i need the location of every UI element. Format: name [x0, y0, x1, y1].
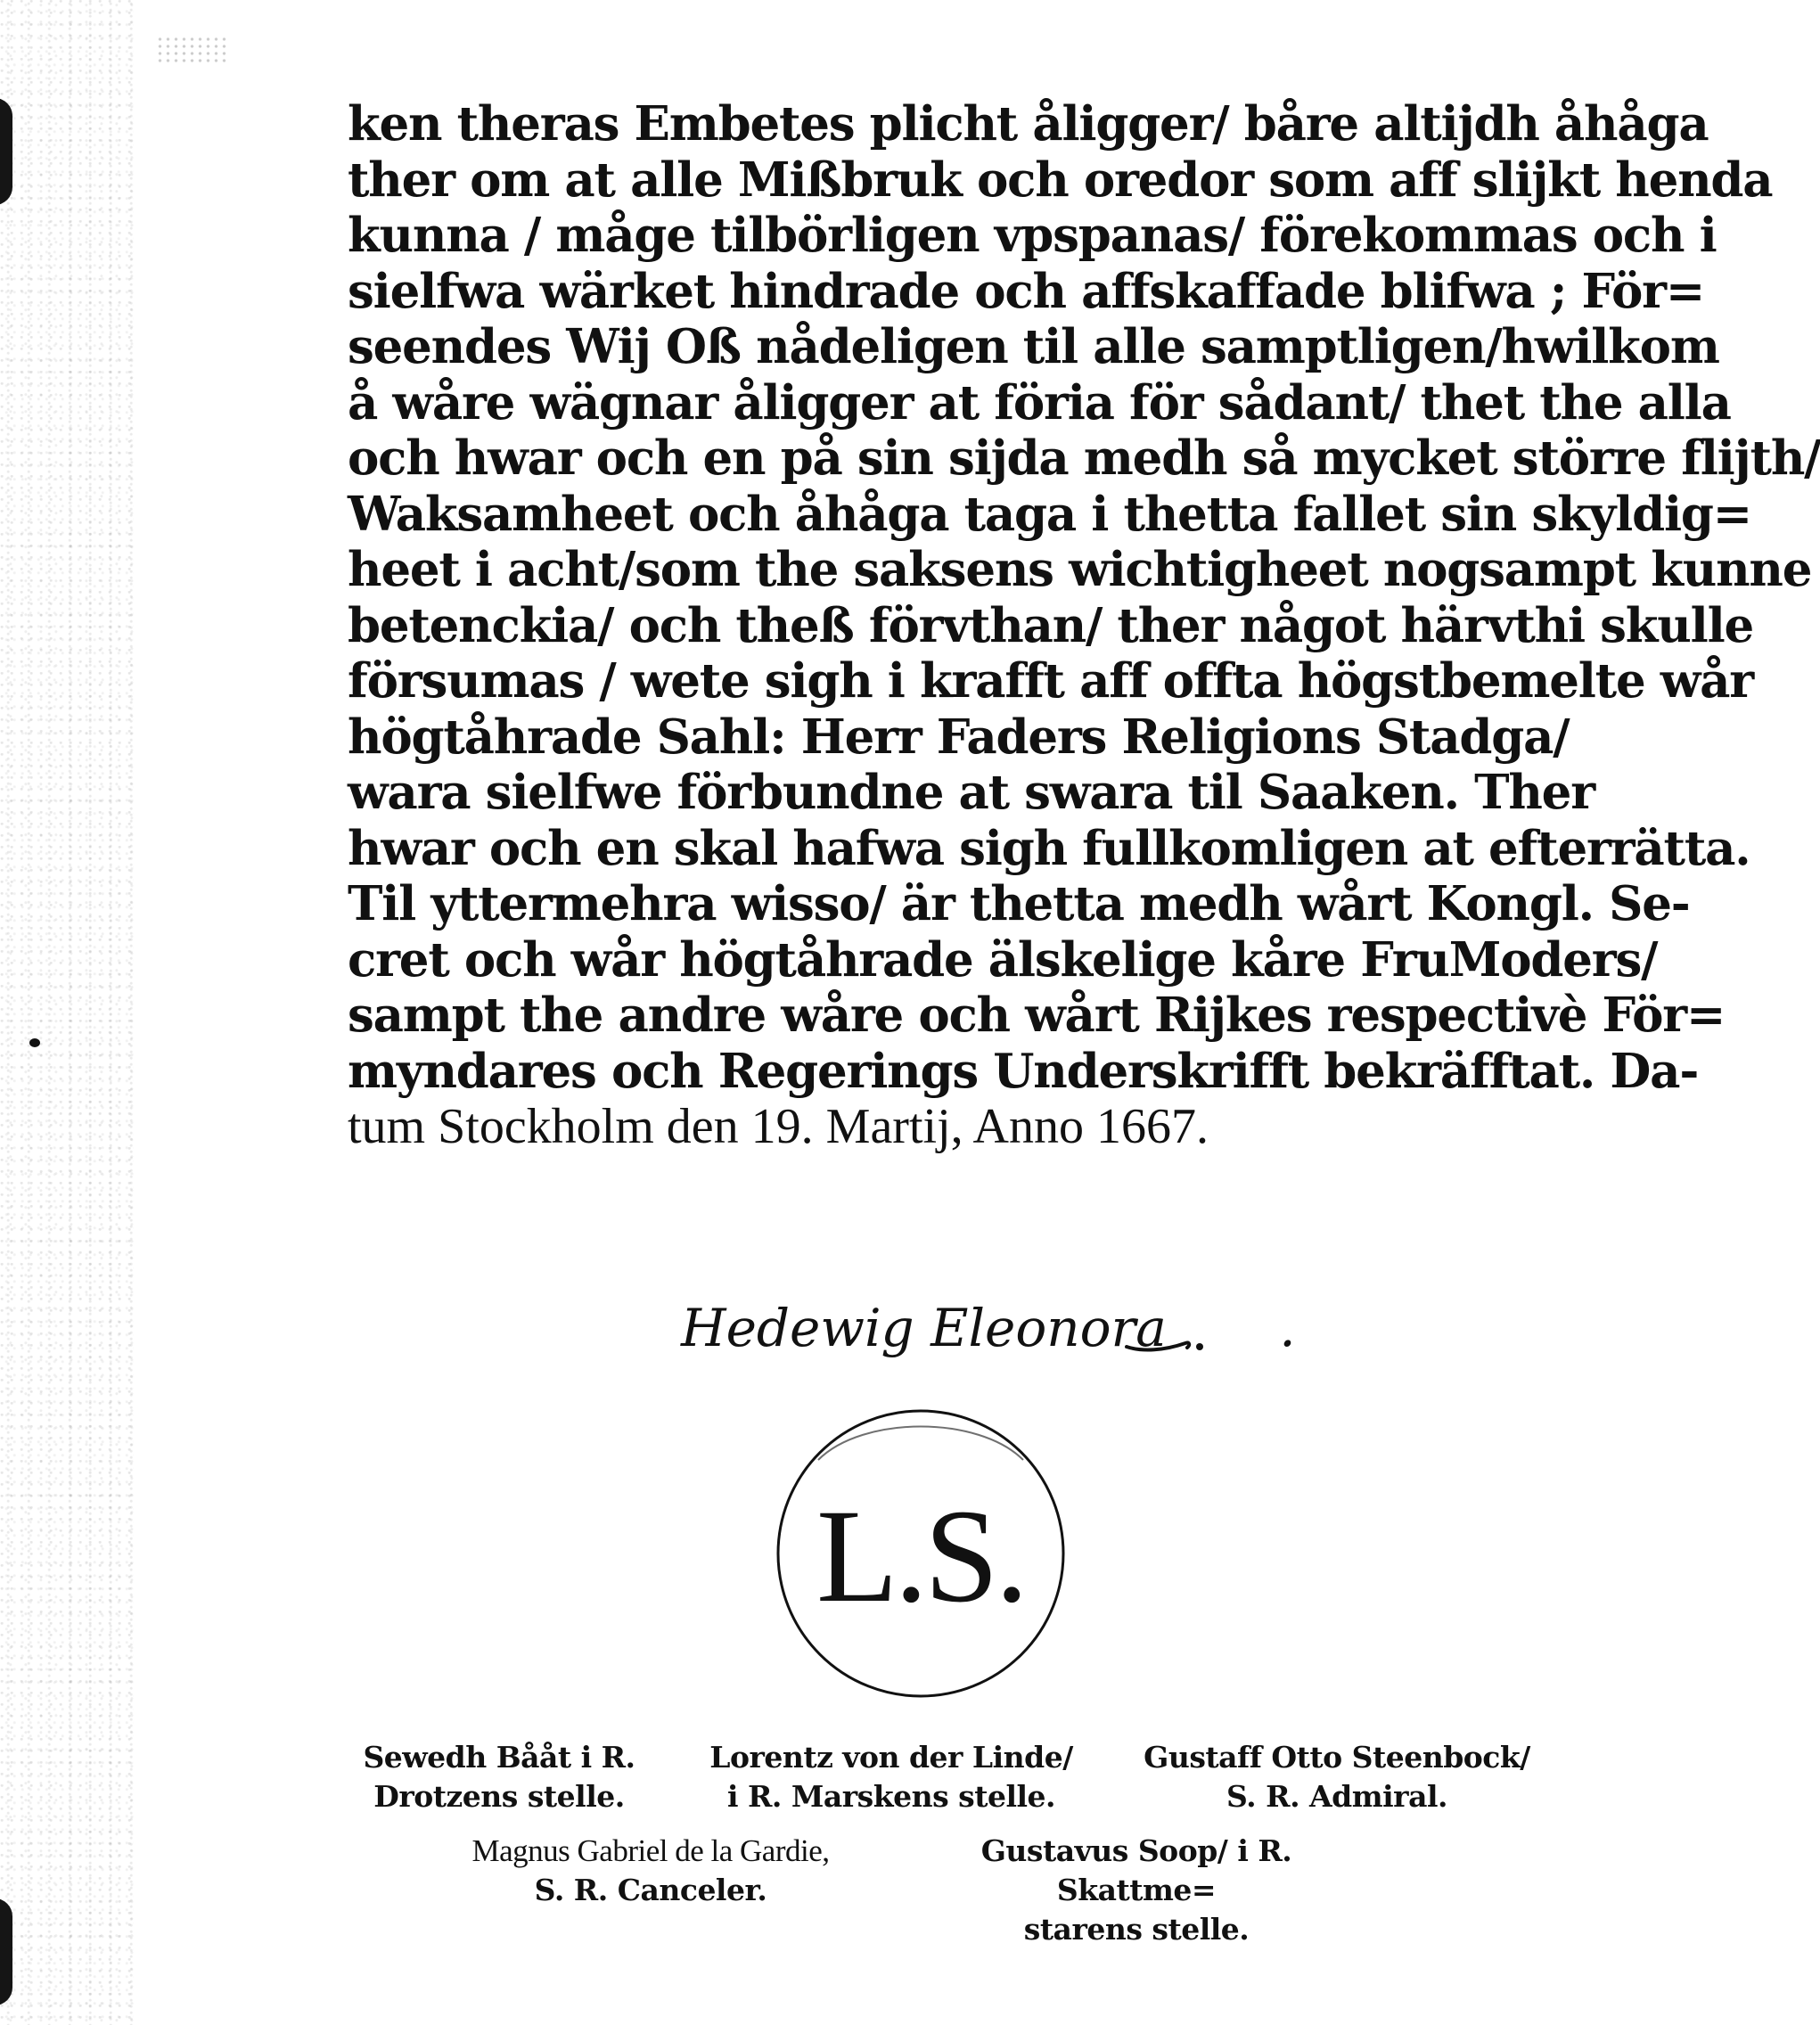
scan-edge-mark-top — [0, 98, 12, 205]
text-line: myndares och Regerings Underskrifft bekräfftat. Da- — [348, 1043, 1699, 1099]
signatory-1 — [321, 1738, 677, 1816]
text-line: å wåre wägnar åligger at föria för sådant/ thet the alla — [348, 374, 1731, 430]
signatory-name: Lorentz von der Linde/ — [709, 1740, 1073, 1775]
signatory-role: i R. Marskens stelle. — [726, 1779, 1056, 1814]
text-line: Waksamheet och åhåga taga i thetta fallet sin skyldig= — [348, 486, 1751, 542]
signature-suffix: . — [1279, 1298, 1296, 1358]
seal-label: L.S. — [816, 1482, 1026, 1630]
signatory-2 — [686, 1738, 1096, 1816]
signatory-name: Magnus Gabriel de la Gardie, — [471, 1833, 830, 1868]
scan-edge-noise — [0, 0, 134, 2025]
signatory-5 — [927, 1832, 1346, 1949]
scan-speckle — [156, 36, 227, 62]
signatory-name: Gustaff Otto Steenbock/ — [1144, 1740, 1530, 1775]
text-line: försumas / wete sigh i krafft aff offta högstbemelte wår — [348, 653, 1754, 709]
text-line: högtåhrade Sahl: Herr Faders Religions Stadga/ — [348, 709, 1570, 765]
text-line: och hwar och en på sin sijda medh så mycket större flijth/ — [348, 430, 1820, 486]
signature-flourish-icon — [1125, 1332, 1205, 1359]
ink-spot — [29, 1038, 40, 1047]
decree-text-body — [348, 96, 1820, 1155]
text-line: cret och wår högtåhrade älskelige kåre FruModers/ — [348, 931, 1658, 988]
text-line: heet i acht/som the saksens wichtigheet nogsampt kunne — [348, 542, 1812, 597]
text-line: Til yttermehra wisso/ är thetta medh wårt Kongl. Se- — [348, 876, 1690, 931]
text-line: kunna / måge tilbörligen vpspanas/ förekommas och i — [348, 208, 1717, 263]
signatory-name: Gustavus Soop/ i R. Skattme= — [980, 1833, 1292, 1907]
text-line: wara sielfwe förbundne at swara til Saaken. Ther — [348, 765, 1595, 820]
text-line: sielfwa wärket hindrade och affskaffade blifwa ; För= — [348, 263, 1705, 319]
signatory-role: starens stelle. — [1023, 1912, 1250, 1947]
signatory-4 — [419, 1832, 882, 1910]
signatory-3 — [1105, 1738, 1569, 1816]
text-line: sampt the andre wåre och wårt Rijkes respectivè För= — [348, 988, 1726, 1043]
text-line: betenckia/ och theß förvthan/ ther något härvthi skulle — [348, 597, 1754, 653]
signature-name: Hedewig Eleonora — [681, 1298, 1167, 1358]
signatory-role: Drotzens stelle. — [373, 1779, 625, 1814]
text-line: seendes Wij Oß nådeligen til alle samptligen/hwilkom — [348, 319, 1719, 374]
signatory-role: S. R. Canceler. — [534, 1873, 767, 1907]
signatory-name: Sewedh Bååt i R. — [363, 1740, 635, 1775]
text-line: ther om at alle Mißbruk och oredor som aff slijkt henda — [348, 152, 1773, 208]
signatory-role: S. R. Admiral. — [1226, 1779, 1447, 1814]
date-line: tum Stockholm den 19. Martij, Anno 1667. — [348, 1099, 1209, 1154]
text-line: hwar och en skal hafwa sigh fullkomligen at efterrätta. — [348, 820, 1750, 876]
scan-edge-mark-bottom — [0, 1898, 12, 2005]
text-line: ken theras Embetes plicht åligger/ båre altijdh åhåga — [348, 96, 1709, 152]
